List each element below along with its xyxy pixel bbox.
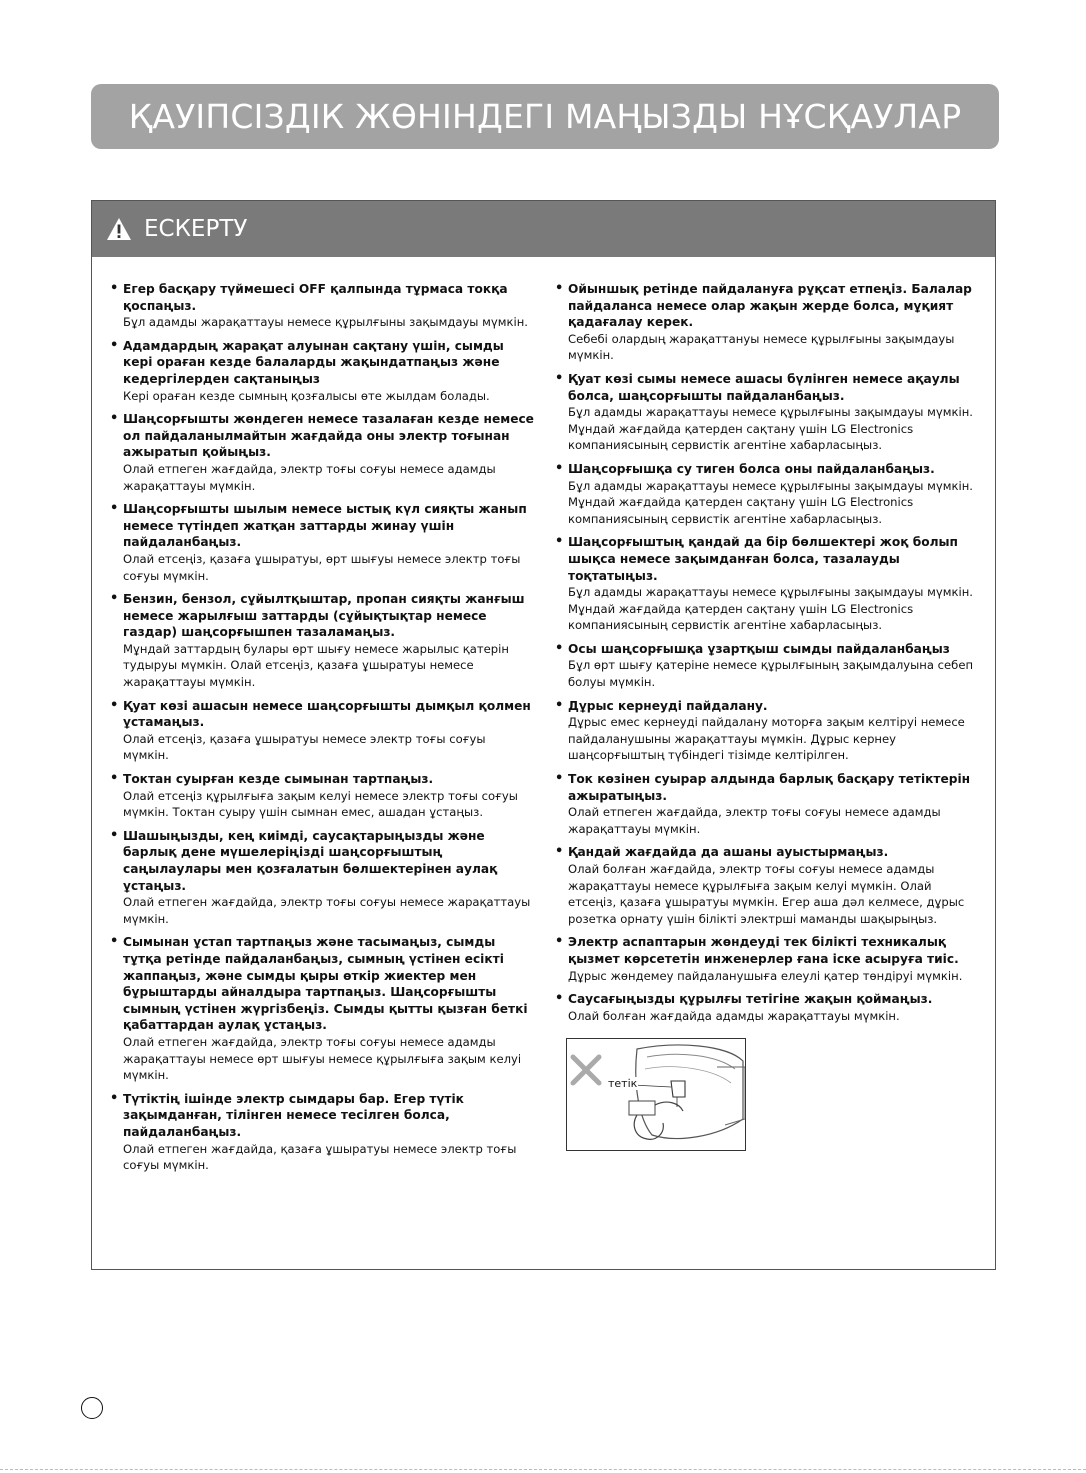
warning-label: ЕСКЕРТУ [144,216,248,242]
item-body: Олай етсеңіз, қазаға ұшыратуы, өрт шығуы немесе электр тоғы соғуы мүмкін. [123,551,521,583]
item-heading: • Шашыңызды, кең киімді, саусақтарыңызды және барлық дене мүшелеріңізді шаңсорғыштың саңылаулары мен қозғалатын бөлшектерінен аулақ ұстаңыз. [123,828,498,893]
item-heading: • Адамдардың жарақат алуынан сақтану үшін, сымды кері ораған кезде балаларды жақындатпаңыз және кедергілерден сақтаныңыз [123,338,504,386]
item-heading: • Егер басқару түймешесі OFF қалпында тұрмаса токқа қоспаңыз. [123,282,508,313]
item-body: Бұл адамды жарақаттауы немесе құрылғыны зақымдауы мүмкін. Мұндай жағдайда қатерден сақтану үшін LG Electronics компаниясының сервистік агентіне хабарласыңыз. [568,585,973,633]
item-body: Олай етпеген жағдайда, электр тоғы соғуы немесе адамды жарақаттауы мүмкін. [568,805,941,836]
item-body: Олай етпеген жағдайда, электр тоғы соғуы немесе адамды жарақаттауы немесе өрт шығуы немесе құрылғыға зақым келуі мүмкін. [123,1034,522,1083]
item-heading: • Шаңсорғышты жөндеген немесе тазалаған кезде немесе ол пайдаланылмайтын жағдайда оны электр тоғынан ажыратып қойыңыз. [123,412,534,460]
list-item [554,371,982,454]
item-heading: • Шаңсорғышқа су тиген болса оны пайдаланбаңыз. [568,461,935,476]
item-body: Бұл адамды жарақаттауы немесе құрылғыны зақымдауы мүмкін. Мұндай жағдайда қатерден сақтану үшін LG Electronics компаниясының сервистік агентіне хабарласыңыз. [568,478,973,526]
list-item [554,461,982,527]
list-item [554,844,982,927]
item-heading: • Осы шаңсорғышқа ұзартқыш сымды пайдаланбаңыз [568,641,950,656]
item-body: Мұндай заттардың булары өрт шығу немесе жарылыс қатерін тудыруы мүмкін. Олай етсеңіз, қазаға ұшыратуы немесе жарақаттауы мүмкін. [123,641,509,690]
list-item [109,771,535,821]
list-item [554,534,982,634]
list-item [109,698,535,764]
title-banner [91,84,999,149]
item-body: Олай етпеген жағдайда, электр тоғы соғуы немесе адамды жарақаттауы мүмкін. [123,461,496,493]
right-column [554,281,982,1151]
item-heading: • Бензин, бензол, сұйылтқыштар, пропан сияқты жанғыш немесе жарылғыш заттарды (сұйықтықтар немесе газдар) шаңсорғышпен тазаламаңыз. [123,592,525,640]
page-title: ҚАУІПСІЗДІК ЖӨНІНДЕГІ МАҢЫЗДЫ НҰСҚАУЛАР [128,97,962,136]
list-item [109,934,535,1083]
item-heading: • Саусағыңызды құрылғы тетігіне жақын қоймаңыз. [568,992,933,1007]
warning-header [92,201,995,257]
list-item [554,934,982,984]
item-heading: • Дұрыс кернеуді пайдалану. [568,698,768,713]
list-item [109,281,535,331]
item-heading: • Ойыншық ретінде пайдалануға рұқсат етпеңіз. Балалар пайдаланса немесе олар жақын жерде болса, мұқият қадағалау керек. [568,282,972,330]
item-body: Олай етсеңіз, қазаға ұшыратуы немесе электр тоғы соғуы мүмкін. [123,731,486,763]
item-heading: • Электр аспаптарын жөндеуді тек білікті техникалық қызмет көрсететін инженерлер ғана іске асыруға тиіс. [568,935,959,966]
bottom-rule [0,1469,1086,1470]
list-item [554,991,982,1024]
item-heading: • Сымынан ұстап тартпаңыз және тасымаңыз, сымды тұтқа ретінде пайдаланбаңыз, сымның үстінен есікті жаппаңыз, және сымды қыры өткір жиектер мен бұрыштарды айналдыра тартпаңыз. Шаңсорғышты сымның үстінен жүргізбеңіз. Сымды қытты қызған беткі қабаттардан аулақ ұстаңыз. [123,935,528,1033]
item-body: Себебі олардың жарақаттануы немесе құрылғыны зақымдауы мүмкін. [568,331,955,363]
list-item [554,698,982,764]
item-body: Олай етпеген жағдайда, электр тоғы соғуы немесе жарақаттауы мүмкін. [123,895,531,926]
item-body: Бұл адамды жарақаттауы немесе құрылғыны зақымдауы мүмкін. Мұндай жағдайда қатерден сақтану үшін LG Electronics компаниясының сервистік агентіне хабарласыңыз. [568,405,973,453]
item-body: Олай етсеңіз құрылғыға зақым келуі немесе электр тоғы соғуы мүмкін. Токтан суыру үшін сымнан емес, ашадан ұстаңыз. [123,788,518,820]
list-item [109,828,535,928]
x-mark-icon [573,1057,599,1083]
warning-triangle-icon [106,217,132,241]
illustration-box [566,1038,746,1151]
page-number-circle [81,1397,103,1419]
vacuum-lever-illustration [567,1039,746,1151]
item-heading: • Токтан суырған кезде сымынан тартпаңыз. [123,772,434,787]
item-heading: • Шаңсорғыштың қандай да бір бөлшектері жоқ болып шықса немесе зақымданған болса, тазалауды тоқтатыңыз. [568,535,958,583]
left-column [109,281,535,1181]
list-item [554,771,982,837]
list-item [109,338,535,404]
item-heading: • Түтіктің ішінде электр сымдары бар. Егер түтік зақымданған, тілінген немесе тесілген болса, пайдаланбаңыз. [123,1091,464,1139]
list-item [109,1091,535,1174]
item-heading: • Ток көзінен суырар алдында барлық басқару тетіктерін ажыратыңыз. [568,772,971,803]
list-item [109,591,535,691]
list-item [109,411,535,494]
list-item [554,281,982,364]
item-heading: • Қандай жағдайда да ашаны ауыстырмаңыз. [568,845,889,860]
item-heading: • Қуат көзі сымы немесе ашасы бүлінген немесе ақаулы болса, шаңсорғышты пайдаланбаңыз. [568,371,960,403]
item-body: Дұрыс жөндемеу пайдаланушыға елеулі қатер төндіруі мүмкін. [568,968,963,983]
item-heading: • Шаңсорғышты шылым немесе ыстық күл сияқты жанып немесе түтіндеп жатқан заттарды жинау үшін пайдаланбаңыз. [123,502,527,550]
item-body: Кері ораған кезде сымның қозғалысы өте жылдам болады. [123,388,490,403]
item-body: Олай етпеген жағдайда, қазаға ұшыратуы немесе электр тоғы соғуы мүмкін. [123,1141,517,1173]
item-body: Олай болған жағдайда адамды жарақаттауы мүмкін. [568,1008,900,1023]
list-item [554,641,982,691]
list-item [109,501,535,584]
item-body: Олай болған жағдайда, электр тоғы соғуы немесе адамды жарақаттауы немесе құрылғыға зақым келуі мүмкін. Олай етсеңіз, қазаға ұшыратуы мүмкін. Егер аша дәл келмесе, дұрыс розетка орнату үшін білікті электрші маманды шақырыңыз. [568,862,965,926]
item-body: Бұл адамды жарақаттауы немесе құрылғыны зақымдауы мүмкін. [123,315,528,330]
lever-label: тетік [608,1077,638,1091]
item-heading: • Қуат көзі ашасын немесе шаңсорғышты дымқыл қолмен ұстамаңыз. [123,698,531,730]
warning-box [91,200,996,1270]
item-body: Дұрыс емес кернеуді пайдалану моторға зақым келтіруі немесе пайдаланушыны жарақаттауы мүмкін. Дұрыс кернеу шаңсорғыштың түбіндегі тізімде келтірілген. [568,715,965,763]
item-body: Бұл өрт шығу қатеріне немесе құрылғының зақымдалуына себеп болуы мүмкін. [568,658,974,690]
